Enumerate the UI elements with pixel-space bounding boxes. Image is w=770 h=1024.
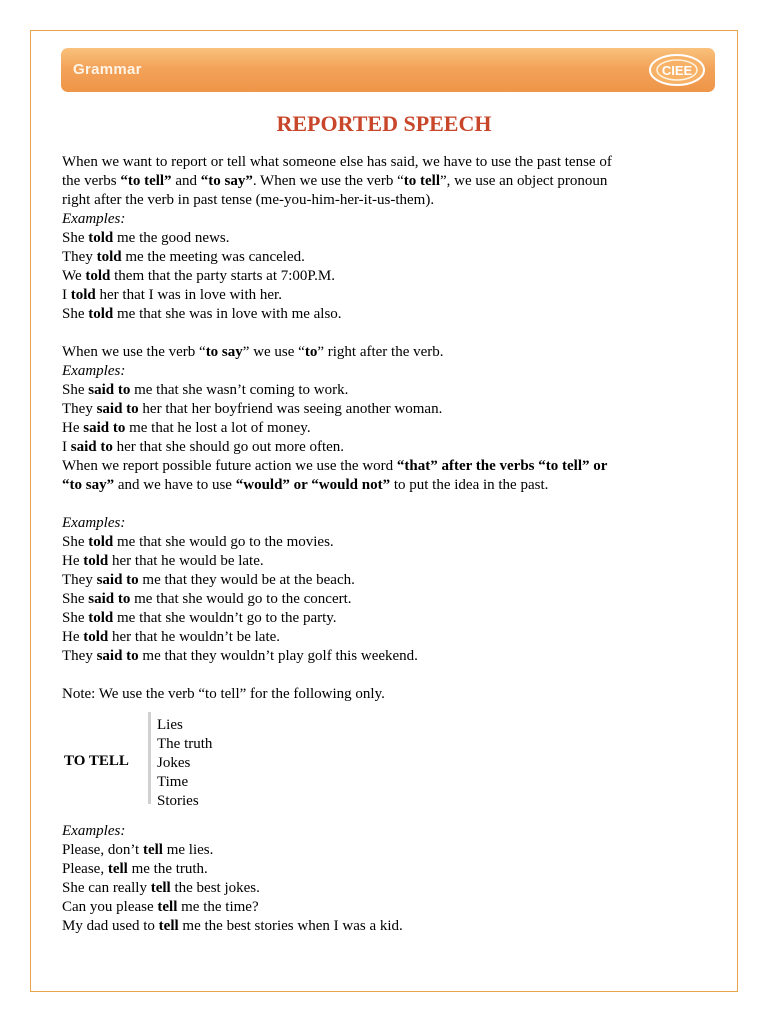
intro-line-3: right after the verb in past tense (me-you-him-her-it-us-them). — [62, 192, 435, 208]
document-page — [30, 30, 738, 992]
intro-line-1: When we want to report or tell what someone else has said, we have to use the past tense of — [62, 154, 612, 170]
example-line: We told them that the party starts at 7:00P.M. — [62, 268, 335, 284]
examples-label: Examples: — [62, 823, 126, 839]
list-item: Time — [157, 774, 189, 790]
future-rule-line-2: “to say” and we have to use “would” or “would not” to put the idea in the past. — [62, 477, 549, 493]
to-tell-table — [62, 712, 712, 812]
example-line: She said to me that she wasn’t coming to work. — [62, 382, 349, 398]
example-line: They said to her that her boyfriend was seeing another woman. — [62, 401, 443, 417]
grammar-banner — [61, 48, 715, 92]
list-item: Lies — [157, 717, 183, 733]
example-line: My dad used to tell me the best stories when I was a kid. — [62, 918, 403, 934]
example-line: He told her that he wouldn’t be late. — [62, 629, 281, 645]
example-line: She told me that she would go to the movies. — [62, 534, 334, 550]
to-tell-list — [157, 716, 212, 811]
example-line: She told me the good news. — [62, 230, 230, 246]
say-rule: When we use the verb “to say” we use “to” right after the verb. — [62, 344, 444, 360]
list-item: Stories — [157, 793, 199, 809]
example-line: I said to her that she should go out more often. — [62, 439, 345, 455]
example-line: I told her that I was in love with her. — [62, 287, 282, 303]
to-tell-label: TO TELL — [64, 753, 129, 769]
example-line: Please, don’t tell me lies. — [62, 842, 214, 858]
example-line: Please, tell me the truth. — [62, 861, 208, 877]
bracket-divider — [148, 712, 151, 804]
example-line: They told me the meeting was canceled. — [62, 249, 305, 265]
intro-line-2: the verbs “to tell” and “to say”. When we use the verb “to tell”, we use an object pronoun — [62, 173, 608, 189]
example-line: They said to me that they would be at the beach. — [62, 572, 355, 588]
example-line: They said to me that they wouldn’t play golf this weekend. — [62, 648, 418, 664]
example-line: She said to me that she would go to the concert. — [62, 591, 352, 607]
list-item: Jokes — [157, 755, 191, 771]
future-rule-line-1: When we report possible future action we use the word “that” after the verbs “to tell” or — [62, 458, 608, 474]
example-line: She can really tell the best jokes. — [62, 880, 260, 896]
example-line: She told me that she wouldn’t go to the party. — [62, 610, 337, 626]
ciee-logo-icon — [647, 52, 707, 88]
example-line: She told me that she was in love with me also. — [62, 306, 342, 322]
svg-text:CIEE: CIEE — [661, 63, 693, 78]
example-line: Can you please tell me the time? — [62, 899, 259, 915]
example-line: He told her that he would be late. — [62, 553, 264, 569]
list-item: The truth — [157, 736, 213, 752]
note-text: Note: We use the verb “to tell” for the following only. — [62, 686, 385, 702]
page-title: REPORTED SPEECH — [276, 111, 492, 136]
examples-label: Examples: — [62, 515, 126, 531]
examples-label: Examples: — [62, 211, 126, 227]
document-body — [62, 153, 712, 936]
examples-label: Examples: — [62, 363, 126, 379]
example-line: He said to me that he lost a lot of money. — [62, 420, 311, 436]
banner-label: Grammar — [73, 61, 142, 78]
